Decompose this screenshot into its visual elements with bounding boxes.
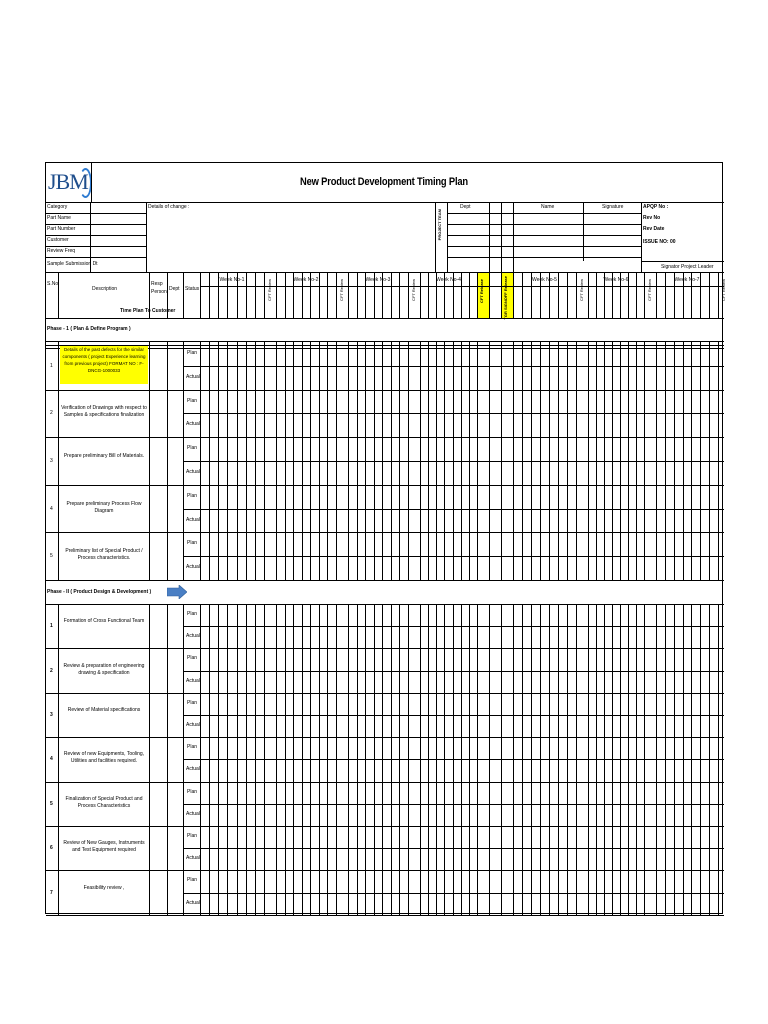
row-number: 5 [50, 553, 53, 560]
plan-label: Plan [187, 744, 198, 751]
divider [91, 163, 92, 202]
plan-label: Plan [187, 611, 198, 617]
divider [183, 461, 724, 462]
divider [46, 235, 146, 236]
rev-date: Rev Date [643, 226, 665, 232]
divider [46, 318, 724, 319]
row-description: Formation of Cross Functional Team [63, 618, 145, 625]
status-header: Status [185, 286, 200, 292]
actual-label: Actual [186, 766, 200, 773]
week-header: Week No-6 [603, 277, 629, 283]
row-number: 1 [50, 623, 53, 630]
team-name-header: Name [541, 204, 555, 210]
plan-label: Plan [187, 655, 198, 662]
row-description: Finalization of Special Product and Process Characteristics [65, 795, 143, 809]
divider [183, 671, 724, 672]
plan-label: Plan [187, 833, 198, 839]
divider [58, 342, 59, 580]
row-description: Verification of Drawings with respect to Samples & specifications finalization [61, 405, 147, 419]
divider [489, 273, 490, 318]
row-number: 4 [50, 756, 53, 763]
divider [477, 273, 478, 318]
row-number: 7 [50, 889, 53, 896]
jbm-logo: JBM [48, 169, 88, 194]
actual-label: Actual [186, 722, 200, 728]
divider [183, 556, 724, 557]
divider [46, 257, 146, 258]
cft-review-label: CFT Review [267, 279, 272, 301]
actual-label: Actual [186, 677, 200, 684]
week-header: Week No-3 [365, 277, 391, 283]
week-header: Week No-7 [674, 277, 700, 283]
divider [408, 273, 409, 318]
divider [183, 626, 724, 627]
row-number: 3 [50, 712, 53, 718]
sno-header: S.No [47, 281, 59, 287]
divider [58, 273, 59, 318]
row-description: Prepare preliminary Process Flow Diagram [66, 500, 142, 514]
plan-label: Plan [187, 397, 198, 404]
week-header: Week No-2 [293, 277, 319, 283]
cft-review-label: CFT Review [339, 279, 344, 301]
divider [718, 273, 719, 318]
divider [447, 257, 641, 258]
timing-plan-sheet [45, 162, 726, 914]
actual-label: Actual [186, 516, 200, 523]
divider [183, 804, 724, 805]
divider [149, 273, 150, 318]
resp-person-header: Resp Person [151, 281, 167, 295]
row-number: 6 [50, 845, 53, 852]
divider [183, 759, 724, 760]
divider [583, 202, 584, 261]
divider [46, 870, 724, 871]
actual-label: Actual [186, 899, 200, 906]
actual-label: Actual [186, 810, 200, 817]
week-header: Week No-1 [219, 277, 245, 283]
week-header: Week No-5 [532, 277, 557, 283]
divider [264, 273, 265, 318]
divider [501, 273, 502, 318]
divider [167, 604, 168, 915]
divider [447, 213, 641, 214]
divider [46, 224, 146, 225]
divider [46, 532, 724, 533]
actual-label: Actual [186, 633, 200, 640]
row-description: Review of New Gauges, Instruments and Test Equipment required [63, 840, 145, 854]
divider [167, 273, 168, 318]
divider [46, 693, 724, 694]
divider [200, 286, 724, 287]
page-title: New Product Development Timing Plan [300, 176, 468, 188]
arrow-right-icon [167, 585, 187, 599]
description-header: Description [92, 286, 118, 292]
review-freq-label: Review Freq [47, 248, 76, 254]
divider [336, 273, 337, 318]
divider [46, 202, 724, 203]
row-description: Feasibility review , [83, 884, 125, 891]
divider [46, 826, 724, 827]
signatory-label: Signator Project Leader [661, 264, 714, 270]
phase2-title: Phase - II ( Product Design & Development ) [47, 589, 152, 595]
divider [149, 342, 150, 580]
customer-label: Customer [47, 237, 69, 243]
plan-label: Plan [187, 492, 198, 499]
team-dept-header: Dept [460, 204, 471, 210]
actual-label: Actual [186, 373, 200, 380]
divider [46, 213, 146, 214]
rev-no: Rev No [643, 215, 661, 221]
divider [644, 273, 645, 318]
plan-label: Plan [187, 445, 198, 452]
divider [167, 342, 168, 580]
plan-label: Plan [187, 350, 198, 356]
cft-release-label: CFT Release [479, 279, 484, 304]
divider [183, 509, 724, 510]
plan-label: Plan [187, 877, 198, 884]
row-description: Prepare preliminary Bill of Materials. [63, 453, 145, 459]
team-signature-header: Signature [602, 204, 624, 210]
row-description: Details of the past defects for the similar components ( project Experience learning from previous project) FORMAT NO : F-DNCG-1000033 [60, 346, 148, 384]
divider [447, 224, 641, 225]
cft-review-label: CFT Review [647, 279, 652, 301]
row-number: 2 [50, 410, 53, 417]
actual-label: Actual [186, 564, 200, 571]
part-number-label: Part Number [47, 226, 76, 232]
divider [447, 246, 641, 247]
divider [46, 437, 724, 438]
plan-label: Plan [187, 699, 198, 706]
actual-label: Actual [186, 855, 200, 862]
divider [46, 272, 724, 273]
divider [46, 485, 724, 486]
time-plan-label: Time Plan To Customer [120, 308, 176, 314]
row-description: Review & preparation of engineering drawing & specification [63, 662, 145, 676]
divider [46, 390, 724, 391]
details-of-change-label: Details of change : [148, 204, 190, 210]
divider [576, 273, 577, 318]
divider [183, 273, 184, 318]
sample-submission-label: Sample Submission Dt [47, 261, 98, 267]
divider [46, 604, 724, 605]
divider [183, 893, 724, 894]
divider [46, 341, 724, 342]
dept-header: Dept [169, 286, 180, 292]
divider [183, 848, 724, 849]
row-description: Review of Material specifications [67, 707, 141, 713]
actual-label: Actual [186, 469, 200, 475]
row-description: Preliminary list of Special Product / Process characteristics. [65, 548, 143, 562]
divider [183, 715, 724, 716]
cft-review-label: CFT Review [411, 279, 416, 301]
apqp-no: APQP No : [643, 204, 669, 210]
row-number: 4 [50, 505, 53, 512]
divider [46, 580, 724, 581]
divider [435, 202, 436, 272]
divider [58, 604, 59, 915]
divider [149, 604, 150, 915]
divider [183, 413, 724, 414]
divider [183, 366, 724, 367]
plan-label: Plan [187, 788, 198, 795]
project-team-label: PROJECT TEAM [437, 209, 442, 241]
divider [641, 261, 724, 262]
actual-label: Actual [186, 421, 200, 428]
row-number: 3 [50, 458, 53, 464]
divider [46, 737, 724, 738]
row-description: Review of new Equipments, Tooling, Utilities and facilities required. [63, 751, 145, 765]
divider [46, 782, 724, 783]
phase1-title: Phase - 1 ( Plan & Define Program ) [47, 326, 131, 332]
issue-no: ISSUE NO: 00 [643, 239, 676, 245]
cft-review-label: CFT Review [721, 279, 726, 301]
week-header: Week No-4 [436, 277, 461, 283]
row-number: 1 [50, 362, 53, 369]
row-number: 5 [50, 800, 53, 807]
category-label: Category [47, 204, 68, 210]
divider [46, 915, 724, 916]
tgr-signoff-label: TGR SIGNOFF Release [503, 276, 508, 320]
plan-label: Plan [187, 540, 198, 547]
divider [46, 246, 146, 247]
cft-review-label: CFT Review [579, 279, 584, 301]
row-number: 2 [50, 667, 53, 674]
divider [146, 202, 147, 272]
divider [447, 235, 641, 236]
part-name-label: Part Name [47, 215, 71, 221]
divider [46, 648, 724, 649]
